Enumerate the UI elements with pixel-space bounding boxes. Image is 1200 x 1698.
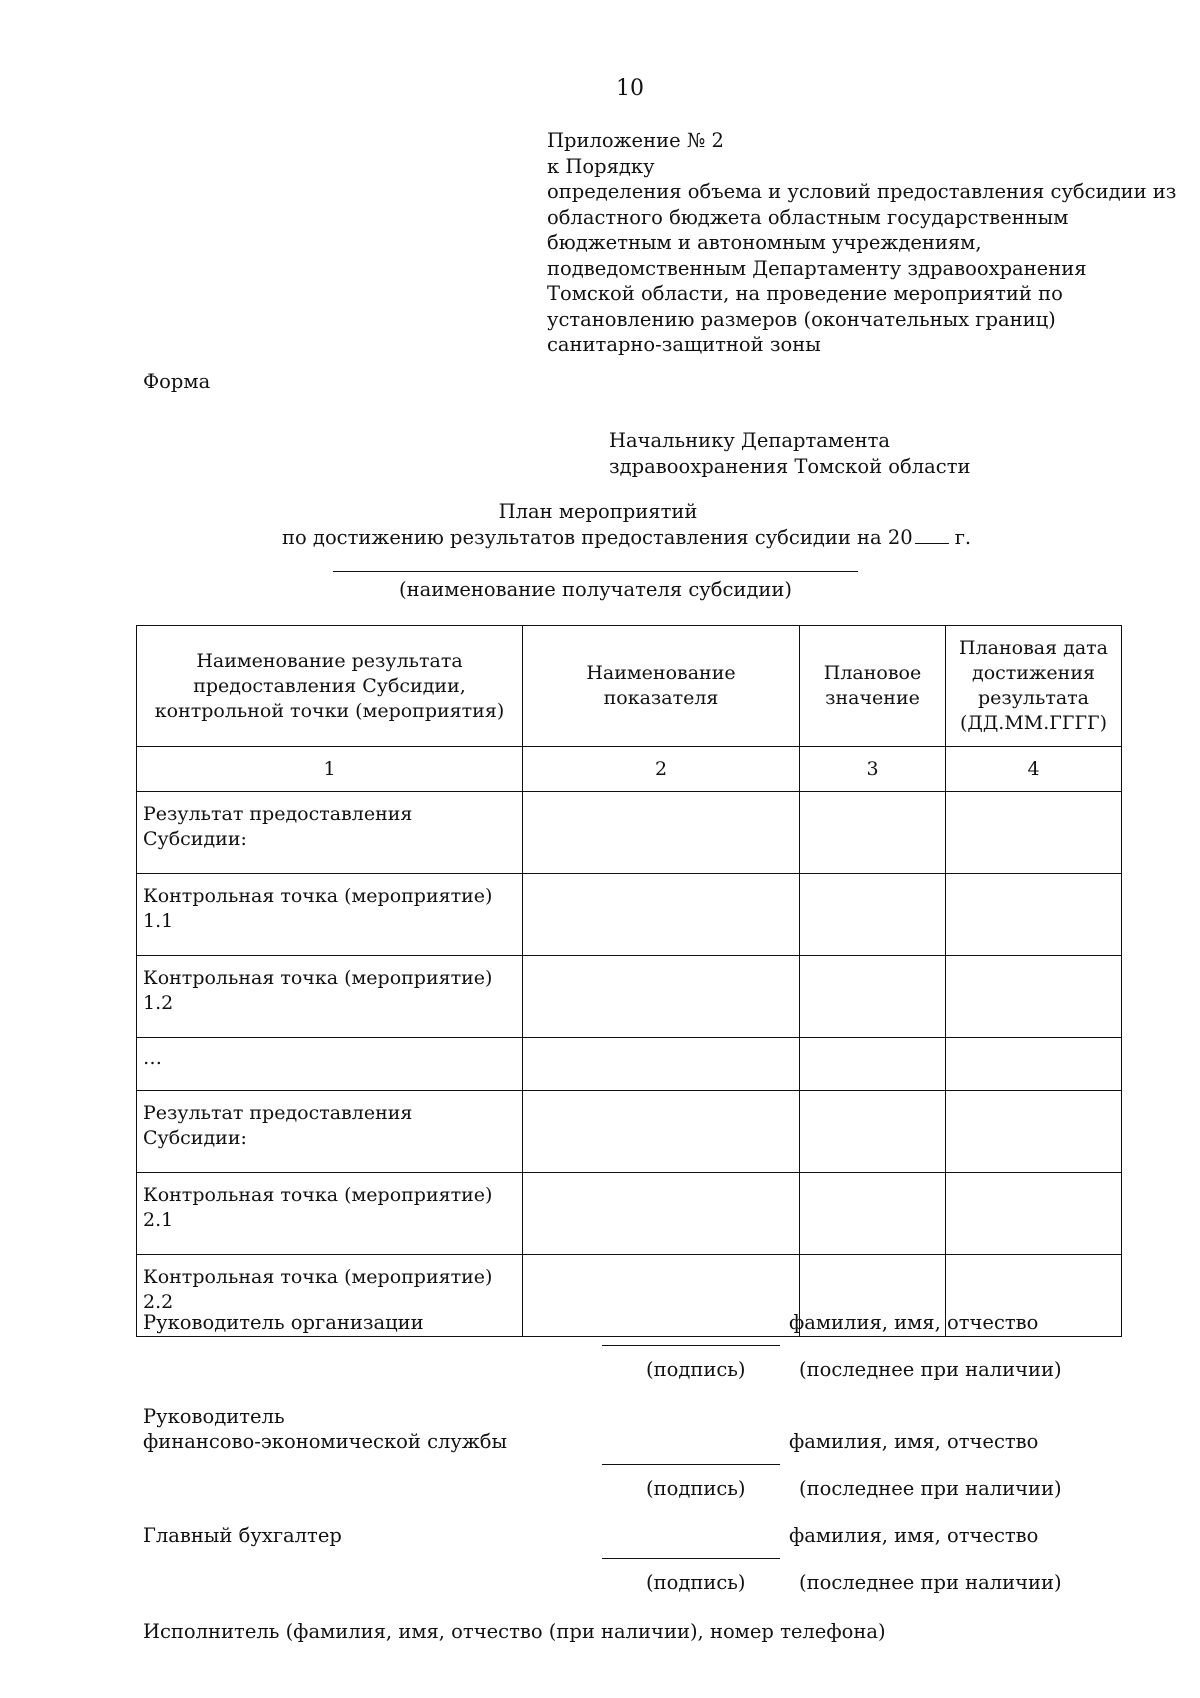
plan-subtitle	[282, 525, 971, 549]
appendix-line: к Порядку	[547, 154, 655, 178]
date-cell[interactable]	[946, 874, 1122, 956]
row-name: Контрольная точка (мероприятие) 2.2	[137, 1255, 523, 1337]
date-cell[interactable]	[946, 956, 1122, 1038]
row-name: Контрольная точка (мероприятие) 1.2	[137, 956, 523, 1038]
row-name: Результат предоставления Субсидии:	[137, 792, 523, 874]
column-number: 3	[800, 747, 946, 792]
value-cell[interactable]	[800, 1173, 946, 1255]
indicator-cell[interactable]	[523, 1038, 800, 1091]
row-name: Контрольная точка (мероприятие) 2.1	[137, 1173, 523, 1255]
appendix-line: Приложение № 2	[547, 129, 724, 152]
header-planned-date: Плановая дата достижения результата (ДД.ММ.ГГГГ)	[946, 626, 1122, 747]
indicator-cell[interactable]	[523, 874, 800, 956]
appendix-line: установлению размеров (окончательных границ)	[547, 307, 1056, 331]
plan-subtitle-text: по достижению результатов предоставления субсидии на 20	[282, 526, 913, 549]
header-result-name: Наименование результата предоставления Субсидии, контрольной точки (мероприятия)	[137, 626, 523, 747]
accountant-title: Главный бухгалтер	[143, 1524, 342, 1547]
table-row	[137, 874, 1122, 956]
header-planned-value: Плановое значение	[800, 626, 946, 747]
addressee-line-1: Начальнику Департамента	[609, 429, 891, 452]
date-cell[interactable]	[946, 1091, 1122, 1173]
indicator-cell[interactable]	[523, 1173, 800, 1255]
appendix-line: бюджетным и автономным учреждениям,	[547, 231, 982, 254]
date-cell[interactable]	[946, 1173, 1122, 1255]
column-number: 2	[523, 747, 800, 792]
column-number: 1	[137, 747, 523, 792]
page-number: 10	[616, 76, 644, 101]
plan-subtitle-year-suffix: г.	[954, 526, 972, 549]
addressee-block	[609, 428, 971, 480]
appendix-line: санитарно-защитной зоны	[547, 333, 821, 356]
head-fio-note: (последнее при наличии)	[799, 1358, 1062, 1381]
finance-head-title-line-1: Руководитель	[143, 1405, 285, 1428]
row-name: Контрольная точка (мероприятие) 1.1	[137, 874, 523, 956]
table-row	[137, 1091, 1122, 1173]
accountant-signature-line[interactable]	[602, 1558, 780, 1559]
indicator-cell[interactable]	[523, 1091, 800, 1173]
head-title: Руководитель организации	[143, 1311, 424, 1334]
table-row	[137, 792, 1122, 874]
appendix-line: Томской области, на проведение мероприятий по	[547, 282, 1063, 305]
table-row	[137, 1173, 1122, 1255]
row-name: Результат предоставления Субсидии:	[137, 1091, 523, 1173]
indicator-cell[interactable]	[523, 1255, 800, 1337]
indicator-cell[interactable]	[523, 792, 800, 874]
finance-head-fio: фамилия, имя, отчество	[789, 1430, 1039, 1453]
recipient-blank-line	[333, 571, 858, 572]
year-blank	[915, 525, 949, 544]
finance-head-title-line-2: финансово-экономической службы	[143, 1430, 508, 1453]
accountant-fio-note: (последнее при наличии)	[799, 1571, 1062, 1594]
head-signature-line[interactable]	[602, 1345, 780, 1346]
column-number: 4	[946, 747, 1122, 792]
table-column-numbers-row	[137, 747, 1122, 792]
finance-head-fio-note: (последнее при наличии)	[799, 1477, 1062, 1500]
addressee-line-2: здравоохранения Томской области	[609, 455, 971, 478]
value-cell[interactable]	[800, 1091, 946, 1173]
plan-table	[136, 625, 1122, 1337]
head-signature-caption: (подпись)	[646, 1358, 746, 1381]
plan-title: План мероприятий	[498, 500, 698, 523]
recipient-caption: (наименование получателя субсидии)	[399, 578, 792, 601]
header-indicator-name: Наименование показателя	[523, 626, 800, 747]
finance-head-signature-caption: (подпись)	[646, 1477, 746, 1500]
date-cell[interactable]	[946, 1038, 1122, 1091]
table-row	[137, 956, 1122, 1038]
value-cell[interactable]	[800, 874, 946, 956]
indicator-cell[interactable]	[523, 956, 800, 1038]
value-cell[interactable]	[800, 956, 946, 1038]
appendix-line: определения объема и условий предоставления субсидии из	[547, 180, 1177, 203]
appendix-block	[547, 128, 1176, 358]
date-cell[interactable]	[946, 792, 1122, 874]
form-label: Форма	[143, 370, 211, 393]
accountant-signature-caption: (подпись)	[646, 1571, 746, 1594]
appendix-line: подведомственным Департаменту здравоохранения	[547, 256, 1087, 280]
head-fio: фамилия, имя, отчество	[789, 1311, 1039, 1334]
accountant-fio: фамилия, имя, отчество	[789, 1524, 1039, 1547]
table-header-row	[137, 626, 1122, 747]
appendix-line: областного бюджета областным государственным	[547, 205, 1069, 229]
value-cell[interactable]	[800, 792, 946, 874]
finance-head-signature-line[interactable]	[602, 1464, 780, 1465]
table-row	[137, 1038, 1122, 1091]
executor-line: Исполнитель (фамилия, имя, отчество (при наличии), номер телефона)	[143, 1620, 886, 1643]
value-cell[interactable]	[800, 1038, 946, 1091]
row-name: …	[137, 1038, 523, 1091]
